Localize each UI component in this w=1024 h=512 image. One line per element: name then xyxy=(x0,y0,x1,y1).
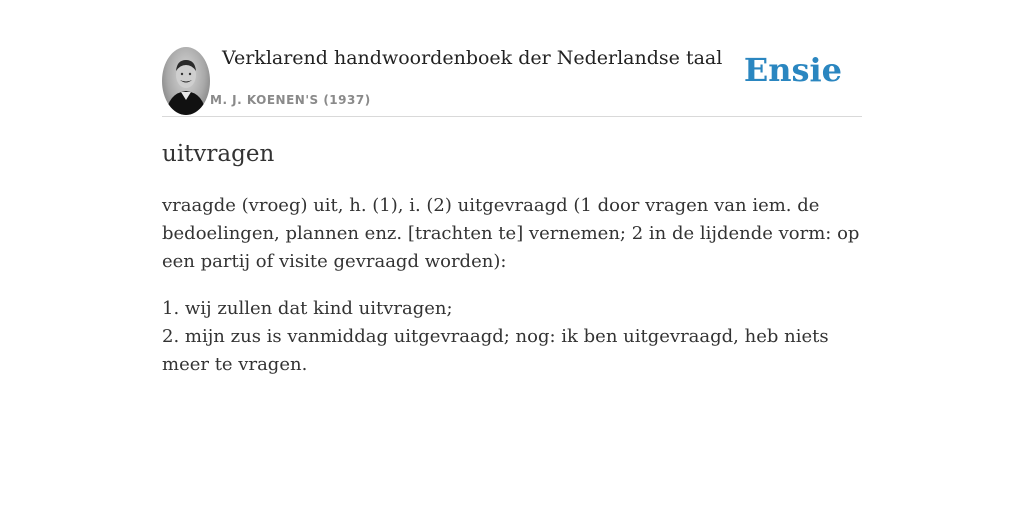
example-item: 2. mijn zus is vanmiddag uitgevraagd; nog: ik ben uitgevraagd, heb niets meer te vragen. xyxy=(162,326,829,375)
dictionary-title: Verklarend handwoordenboek der Nederlandse taal xyxy=(222,47,723,69)
example-item: 1. wij zullen dat kind uitvragen; xyxy=(162,298,453,319)
ensie-logo-link[interactable]: Ensie xyxy=(743,51,842,89)
author-portrait xyxy=(162,47,210,115)
entry-definition: vraagde (vroeg) uit, h. (1), i. (2) uitgevraagd (1 door vragen van iem. de bedoelingen, plannen enz. [trachten te] vernemen; 2 in de lijdende vorm: op een partij of visite gevraagd worden): xyxy=(162,195,860,272)
dictionary-author: M. J. KOENEN'S (1937) xyxy=(210,93,371,107)
page xyxy=(162,0,862,375)
site-header xyxy=(162,0,862,117)
entry-examples xyxy=(162,295,862,379)
entry-title: uitvragen xyxy=(162,141,275,167)
